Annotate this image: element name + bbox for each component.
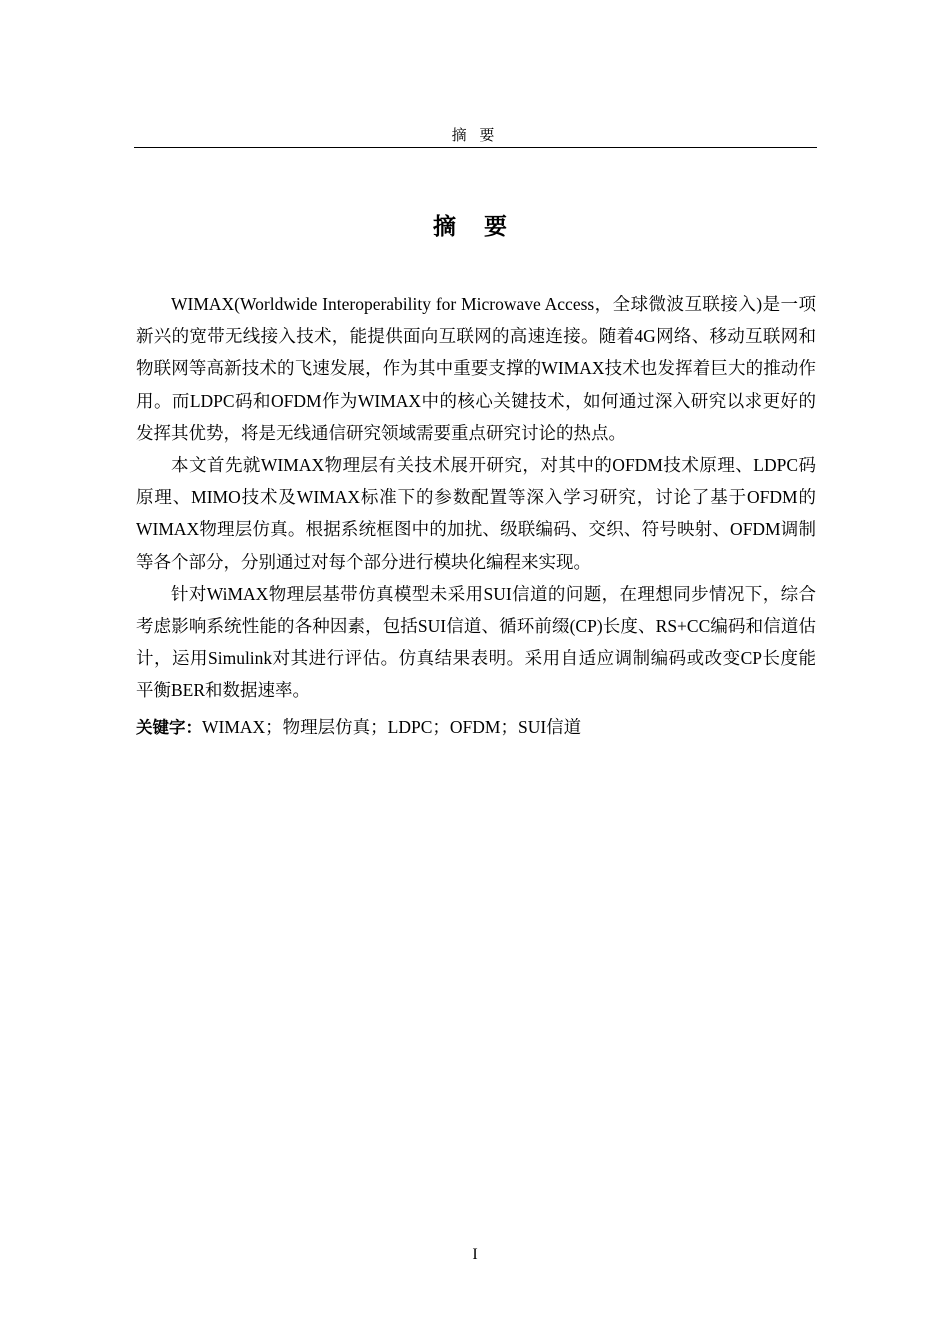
abstract-body [136, 288, 816, 744]
abstract-paragraph-1: WIMAX(Worldwide Interoperability for Microwave Access，全球微波互联接入)是一项新兴的宽带无线接入技术，能提供面向互联网的高速连接。随着4G网络、移动互联网和物联网等高新技术的飞速发展，作为其中重要支撑的WIMAX技术也发挥着巨大的推动作用。而LDPC码和OFDM作为WIMAX中的核心关键技术，如何通过深入研究以求更好的发挥其优势，将是无线通信研究领域需要重点研究讨论的热点。 [136, 294, 816, 443]
page-number: I [472, 1246, 478, 1263]
page-title: 摘 要 [432, 213, 517, 240]
keywords-value: WIMAX；物理层仿真；LDPC；OFDM；SUI信道 [202, 716, 582, 737]
running-header: 摘 要 [451, 126, 499, 144]
keywords-label: 关键字： [136, 717, 202, 737]
header-rule [134, 147, 817, 148]
keywords-line [136, 711, 816, 744]
abstract-paragraph-3: 针对WiMAX物理层基带仿真模型未采用SUI信道的问题，在理想同步情况下，综合考虑影响系统性能的各种因素，包括SUI信道、循环前缀(CP)长度、RS+CC编码和信道估计，运用Simulink对其进行评估。仿真结果表明。采用自适应调制编码或改变CP长度能平衡BER和数据速率。 [136, 583, 816, 701]
abstract-paragraph-2: 本文首先就WIMAX物理层有关技术展开研究，对其中的OFDM技术原理、LDPC码原理、MIMO技术及WIMAX标准下的参数配置等深入学习研究，讨论了基于OFDM的WIMAX物理层仿真。根据系统框图中的加扰、级联编码、交织、符号映射、OFDM调制等各个部分，分别通过对每个部分进行模块化编程来实现。 [136, 455, 816, 572]
